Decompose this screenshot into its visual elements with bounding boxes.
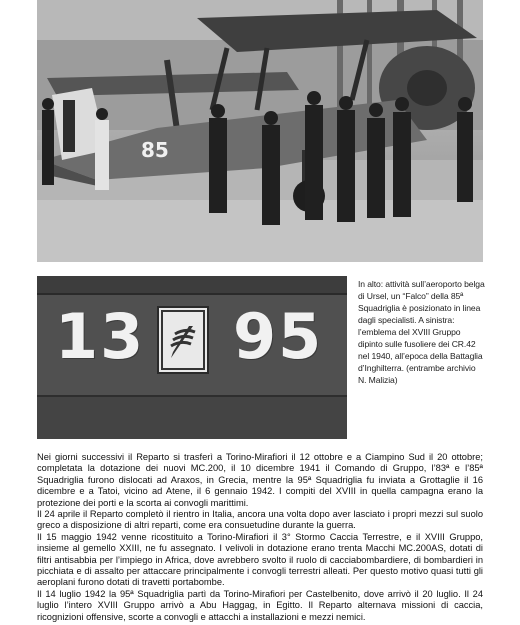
- xviii-gruppo-emblem-icon: [157, 306, 209, 374]
- fuselage-marking-photo: [37, 276, 347, 439]
- photo-caption: In alto: attività sull’aeroporto belga di Ursel, un “Falco” della 85ª Squadriglia è posizionato in linea dagli specialisti. A sinistra: l’emblema del XVIII Gruppo dipinto sulle fusoliere dei CR.42 nel 1940, all’epoca della Battaglia d’Inghilterra. (entrambe archivio N. Malizia): [358, 279, 485, 385]
- fuselage-code: 85: [141, 138, 169, 162]
- article-paragraph: Il 14 luglio 1942 la 95ª Squadriglia partì da Torino-Mirafiori per Castelbenito, dove arrivò il 20 luglio. Il 24 luglio l’intero XVIII Gruppo arrivò a Abu Haggag, in Egitto. Il Reparto alternava missioni di caccia, ricognizioni offensive, scorte a convogli e attacchi a installazioni e mezzi nemici.: [37, 588, 483, 622]
- article-body: [37, 452, 483, 623]
- marking-right: 95: [233, 300, 324, 373]
- article-paragraph: Il 24 aprile il Reparto completò il rientro in Italia, ancora una volta dopo aver lasciato i propri mezzi sul suolo greco a disposizione di altri reparti, come era consuetudine durante la guerra.: [37, 509, 483, 531]
- top-photo: [37, 0, 483, 262]
- article-paragraph: Il 15 maggio 1942 venne ricostituito a Torino-Mirafiori il 3° Stormo Caccia Terrestre, e il XVIII Gruppo, insieme al gemello XXIII, ne fu assegnato. I velivoli in dotazione erano trenta Macchi MC.200AS, dotati di filtri antisabbia per l’impiego in Africa, dove avrebbero svolto il ruolo di cacciabombardiere, di bombardieri in picchiata e di assalto per attaccare principalmente i convogli terrestri alleati. Per questo motivo quasi tutti gli aeroplani furono dotati di travetti portabombe.: [37, 531, 483, 588]
- marking-left: 13: [55, 300, 146, 373]
- article-paragraph: Nei giorni successivi il Reparto si trasferì a Torino-Mirafiori il 12 ottobre e a Ciampino Sud il 20 ottobre; completata la dotazione dei nuovi MC.200, il 10 dicembre 1941 il Comando di Gruppo, l’83ª e l’85ª Squadriglia furono dislocati ad Araxos, in Grecia, mentre la 95ª Squadriglia fu inviata a Grottaglie il 16 dicembre e a Tatoi, vicino ad Atene, il 6 gennaio 1942. I compiti del XVIII in quella campagna erano la protezione dei porti e la scorta ai convogli marittimi.: [37, 452, 483, 508]
- biplane-ground-crew-photo: [37, 0, 483, 262]
